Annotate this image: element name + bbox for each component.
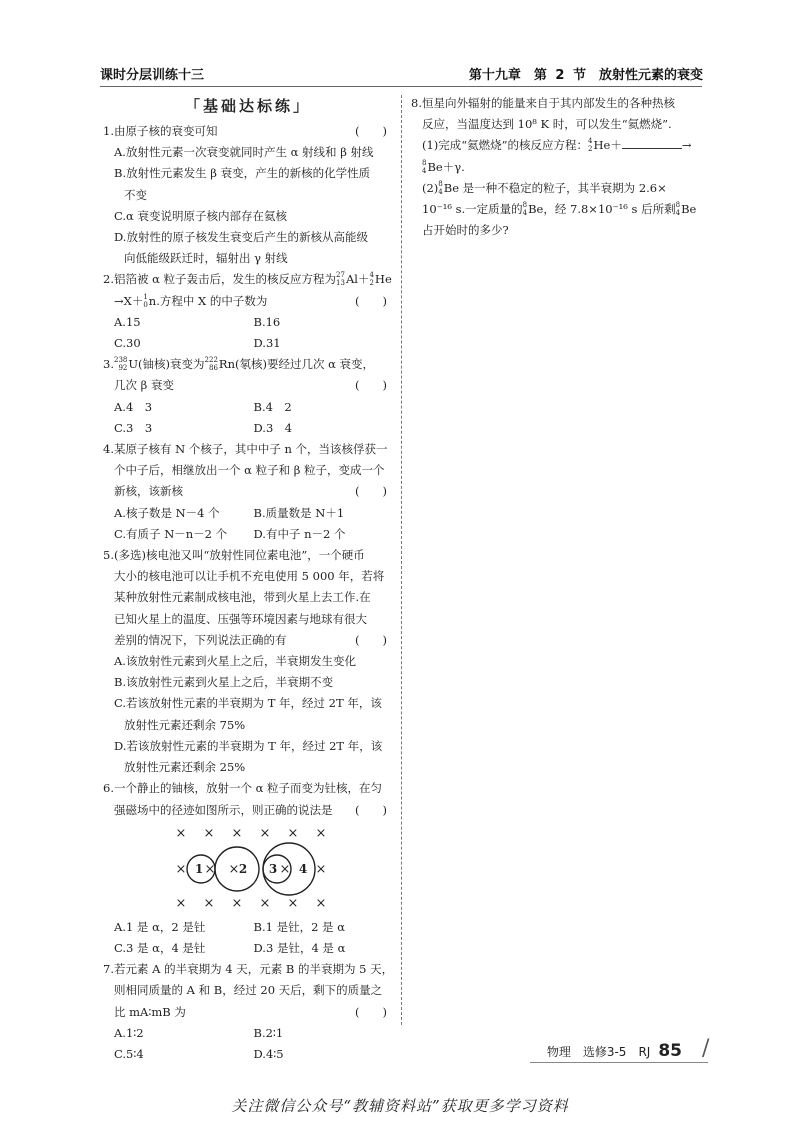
answer-blank[interactable] — [622, 148, 682, 149]
q6-options-ab: A.1 是 α，2 是钍 B.1 是钍，2 是 α — [114, 919, 345, 934]
q5-option-c-cont: 放射性元素还剩余 75% — [124, 717, 246, 732]
q3-stem-cont: 几次 β 衰变 ( ) — [114, 378, 387, 393]
q5-option-b: B.该放射性元素到火星上之后，半衰期不变 — [114, 675, 334, 690]
q6-options-cd: C.3 是 α，4 是钍 D.3 是钍，4 是 α — [114, 940, 346, 955]
q3-options-ab: A.4 3 B.4 2 — [114, 399, 292, 414]
q2-stem-cont: →X＋ 1 0 n.方程中 X 的中子数为 ( ) — [114, 292, 387, 309]
q4-stem-3: 新核，该新核 ( ) — [114, 484, 387, 499]
field-cross-in-1: × — [204, 861, 216, 877]
al-nuclide: 27 13 — [336, 271, 345, 288]
field-cross-row1-4: × — [287, 895, 299, 911]
page-number: 85 — [658, 1041, 682, 1061]
he-nuclide: 4 2 — [369, 271, 374, 288]
q8-part1-cont: 8 4 Be＋γ. — [422, 158, 465, 175]
field-cross-in-3: × — [279, 861, 291, 877]
q7-stem: 7.若元素 A 的半衰期为 4 天，元素 B 的半衰期为 5 天， — [103, 962, 394, 977]
neutron-nuclide: 1 0 — [143, 292, 148, 309]
q3-stem: 3. 238 92 U(铀核)衰变为 222 86 Rn(氡核)要经过几次 α 衰变， — [103, 356, 375, 373]
q5-stem: 5.(多选)核电池又叫“放射性同位素电池”，一个硬币 — [103, 548, 365, 563]
field-cross-row1-5: × — [315, 895, 327, 911]
q8-part1: (1)完成“氦燃烧”的核反应方程： 4 2 He＋ → — [422, 137, 692, 154]
field-cross-row0-2: × — [231, 825, 243, 841]
q4-stem-2: 个中子后，相继放出一个 α 粒子和 β 粒子，变成一个 — [114, 463, 385, 478]
field-cross-row0-0: × — [175, 825, 187, 841]
q5-option-d: D.若该放射性元素的半衰期为 T 年，经过 2T 年，该 — [114, 738, 383, 753]
footer-label: 物理 选修3-5 RJ — [546, 1045, 651, 1059]
footer-rule — [530, 1062, 708, 1063]
q1-option-d-cont: 向低能级跃迁时，辐射出 γ 射线 — [124, 251, 288, 266]
footer-slash: / — [702, 1036, 710, 1061]
q4-options-ab: A.核子数是 N－4 个 B.质量数是 N＋1 — [114, 505, 345, 520]
q6-stem-2: 强磁场中的径迹如图所示，则正确的说法是 ( ) — [114, 802, 387, 817]
q5-option-c: C.若该放射性元素的半衰期为 T 年，经过 2T 年，该 — [114, 696, 382, 711]
be-nuclide: 8 4 — [422, 158, 427, 175]
field-cross-mid-0: × — [175, 861, 187, 877]
q7-stem-2: 则相同质量的 A 和 B，经过 20 天后，剩下的质量之 — [114, 983, 383, 998]
q5-stem-5: 差别的情况下，下列说法正确的有 ( ) — [114, 632, 387, 647]
q4-stem: 4.某原子核有 N 个核子，其中中子 n 个，当该核俘获一 — [103, 442, 388, 457]
u-nuclide: 238 92 — [113, 356, 128, 373]
header-right: 第十九章 第 2 节 放射性元素的衰变 — [468, 68, 703, 83]
q8-stem: 8.恒星向外辐射的能量来自于其内部发生的各种热核 — [411, 96, 675, 110]
q7-stem-3: 比 mA∶mB 为 ( ) — [114, 1004, 387, 1019]
q7-options-cd: C.5∶4 D.4∶5 — [114, 1046, 284, 1061]
q5-option-d-cont: 放射性元素还剩余 25% — [124, 760, 246, 775]
q6-track-figure — [103, 823, 393, 915]
section-title: 「基础达标练」 — [184, 97, 311, 115]
field-cross-row1-2: × — [231, 895, 243, 911]
left-column — [103, 93, 393, 1065]
field-cross-row0-1: × — [203, 825, 215, 841]
q2-options-cd: C.30 D.31 — [114, 336, 281, 351]
q3-options-cd: C.3 3 D.3 4 — [114, 420, 293, 435]
q8-stem-2: 反应，当温度达到 10⁸ K 时，可以发生“氦燃烧”. — [422, 117, 672, 132]
q6-stem: 6.一个静止的铀核，放射一个 α 粒子而变为钍核，在匀 — [103, 781, 383, 796]
q7-options-ab: A.1∶2 B.2∶1 — [114, 1025, 284, 1040]
track-label-1: 1 — [194, 861, 204, 876]
field-cross-mid-1: × — [315, 861, 327, 877]
header-rule — [100, 86, 702, 87]
header-left: 课时分层训练十三 — [100, 68, 205, 83]
field-cross-row1-1: × — [203, 895, 215, 911]
q1-stem: 1.由原子核的衰变可知 ( ) — [103, 124, 387, 138]
q6-track-diagram — [103, 823, 393, 915]
field-cross-row1-3: × — [259, 895, 271, 911]
field-cross-row0-5: × — [315, 825, 327, 841]
track-label-4: 4 — [298, 861, 308, 876]
q1-option-b: B.放射性元素发生 β 衰变，产生的新核的化学性质 — [114, 166, 371, 181]
field-cross-row0-3: × — [259, 825, 271, 841]
q1-option-b-cont: 不变 — [124, 187, 147, 202]
q5-stem-3: 某种放射性元素制成核电池，带到火星上去工作.在 — [114, 590, 371, 605]
q4-options-cd: C.有质子 N－n－2 个 D.有中子 n－2 个 — [114, 526, 346, 541]
column-divider — [401, 95, 402, 1025]
q8-part2-end: 占开始时的多少? — [422, 223, 509, 238]
q8-part2: (2) 8 4 Be 是一种不稳定的粒子，其半衰期为 2.6× — [422, 179, 667, 196]
q1-option-c: C.α 衰变说明原子核内部存在氦核 — [114, 208, 287, 223]
bottom-note: 关注微信公众号“教辅资料站”获取更多学习资料 — [231, 1097, 569, 1115]
q2-options-ab: A.15 B.16 — [114, 314, 281, 329]
footer — [547, 1041, 682, 1061]
field-cross-row0-4: × — [287, 825, 299, 841]
track-label-3: 3 — [268, 861, 278, 876]
track-label-2: 2 — [238, 861, 248, 876]
q2-stem: 2.铝箔被 α 粒子轰击后，发生的核反应方程为 27 13 Al＋ 4 2 He — [103, 271, 392, 288]
field-cross-in-2: × — [228, 861, 240, 877]
q5-stem-2: 大小的核电池可以让手机不充电使用 5 000 年，若将 — [114, 569, 385, 584]
q1-option-d: D.放射性的原子核发生衰变后产生的新核从高能级 — [114, 230, 368, 245]
right-column — [411, 93, 707, 241]
q5-stem-4: 已知火星上的温度、压强等环境因素与地球有很大 — [114, 611, 367, 626]
q8-part2-cont: 10⁻¹⁶ s.一定质量的 8 4 Be，经 7.8×10⁻¹⁶ s 后所剩 8 4 Be — [422, 201, 697, 218]
he-nuclide-q8: 4 2 — [588, 137, 593, 154]
q1-option-a: A.放射性元素一次衰变就同时产生 α 射线和 β 射线 — [114, 145, 374, 160]
q5-option-a: A.该放射性元素到火星上之后，半衰期发生变化 — [114, 654, 356, 669]
rn-nuclide: 222 86 — [204, 356, 218, 373]
field-cross-row1-0: × — [175, 895, 187, 911]
